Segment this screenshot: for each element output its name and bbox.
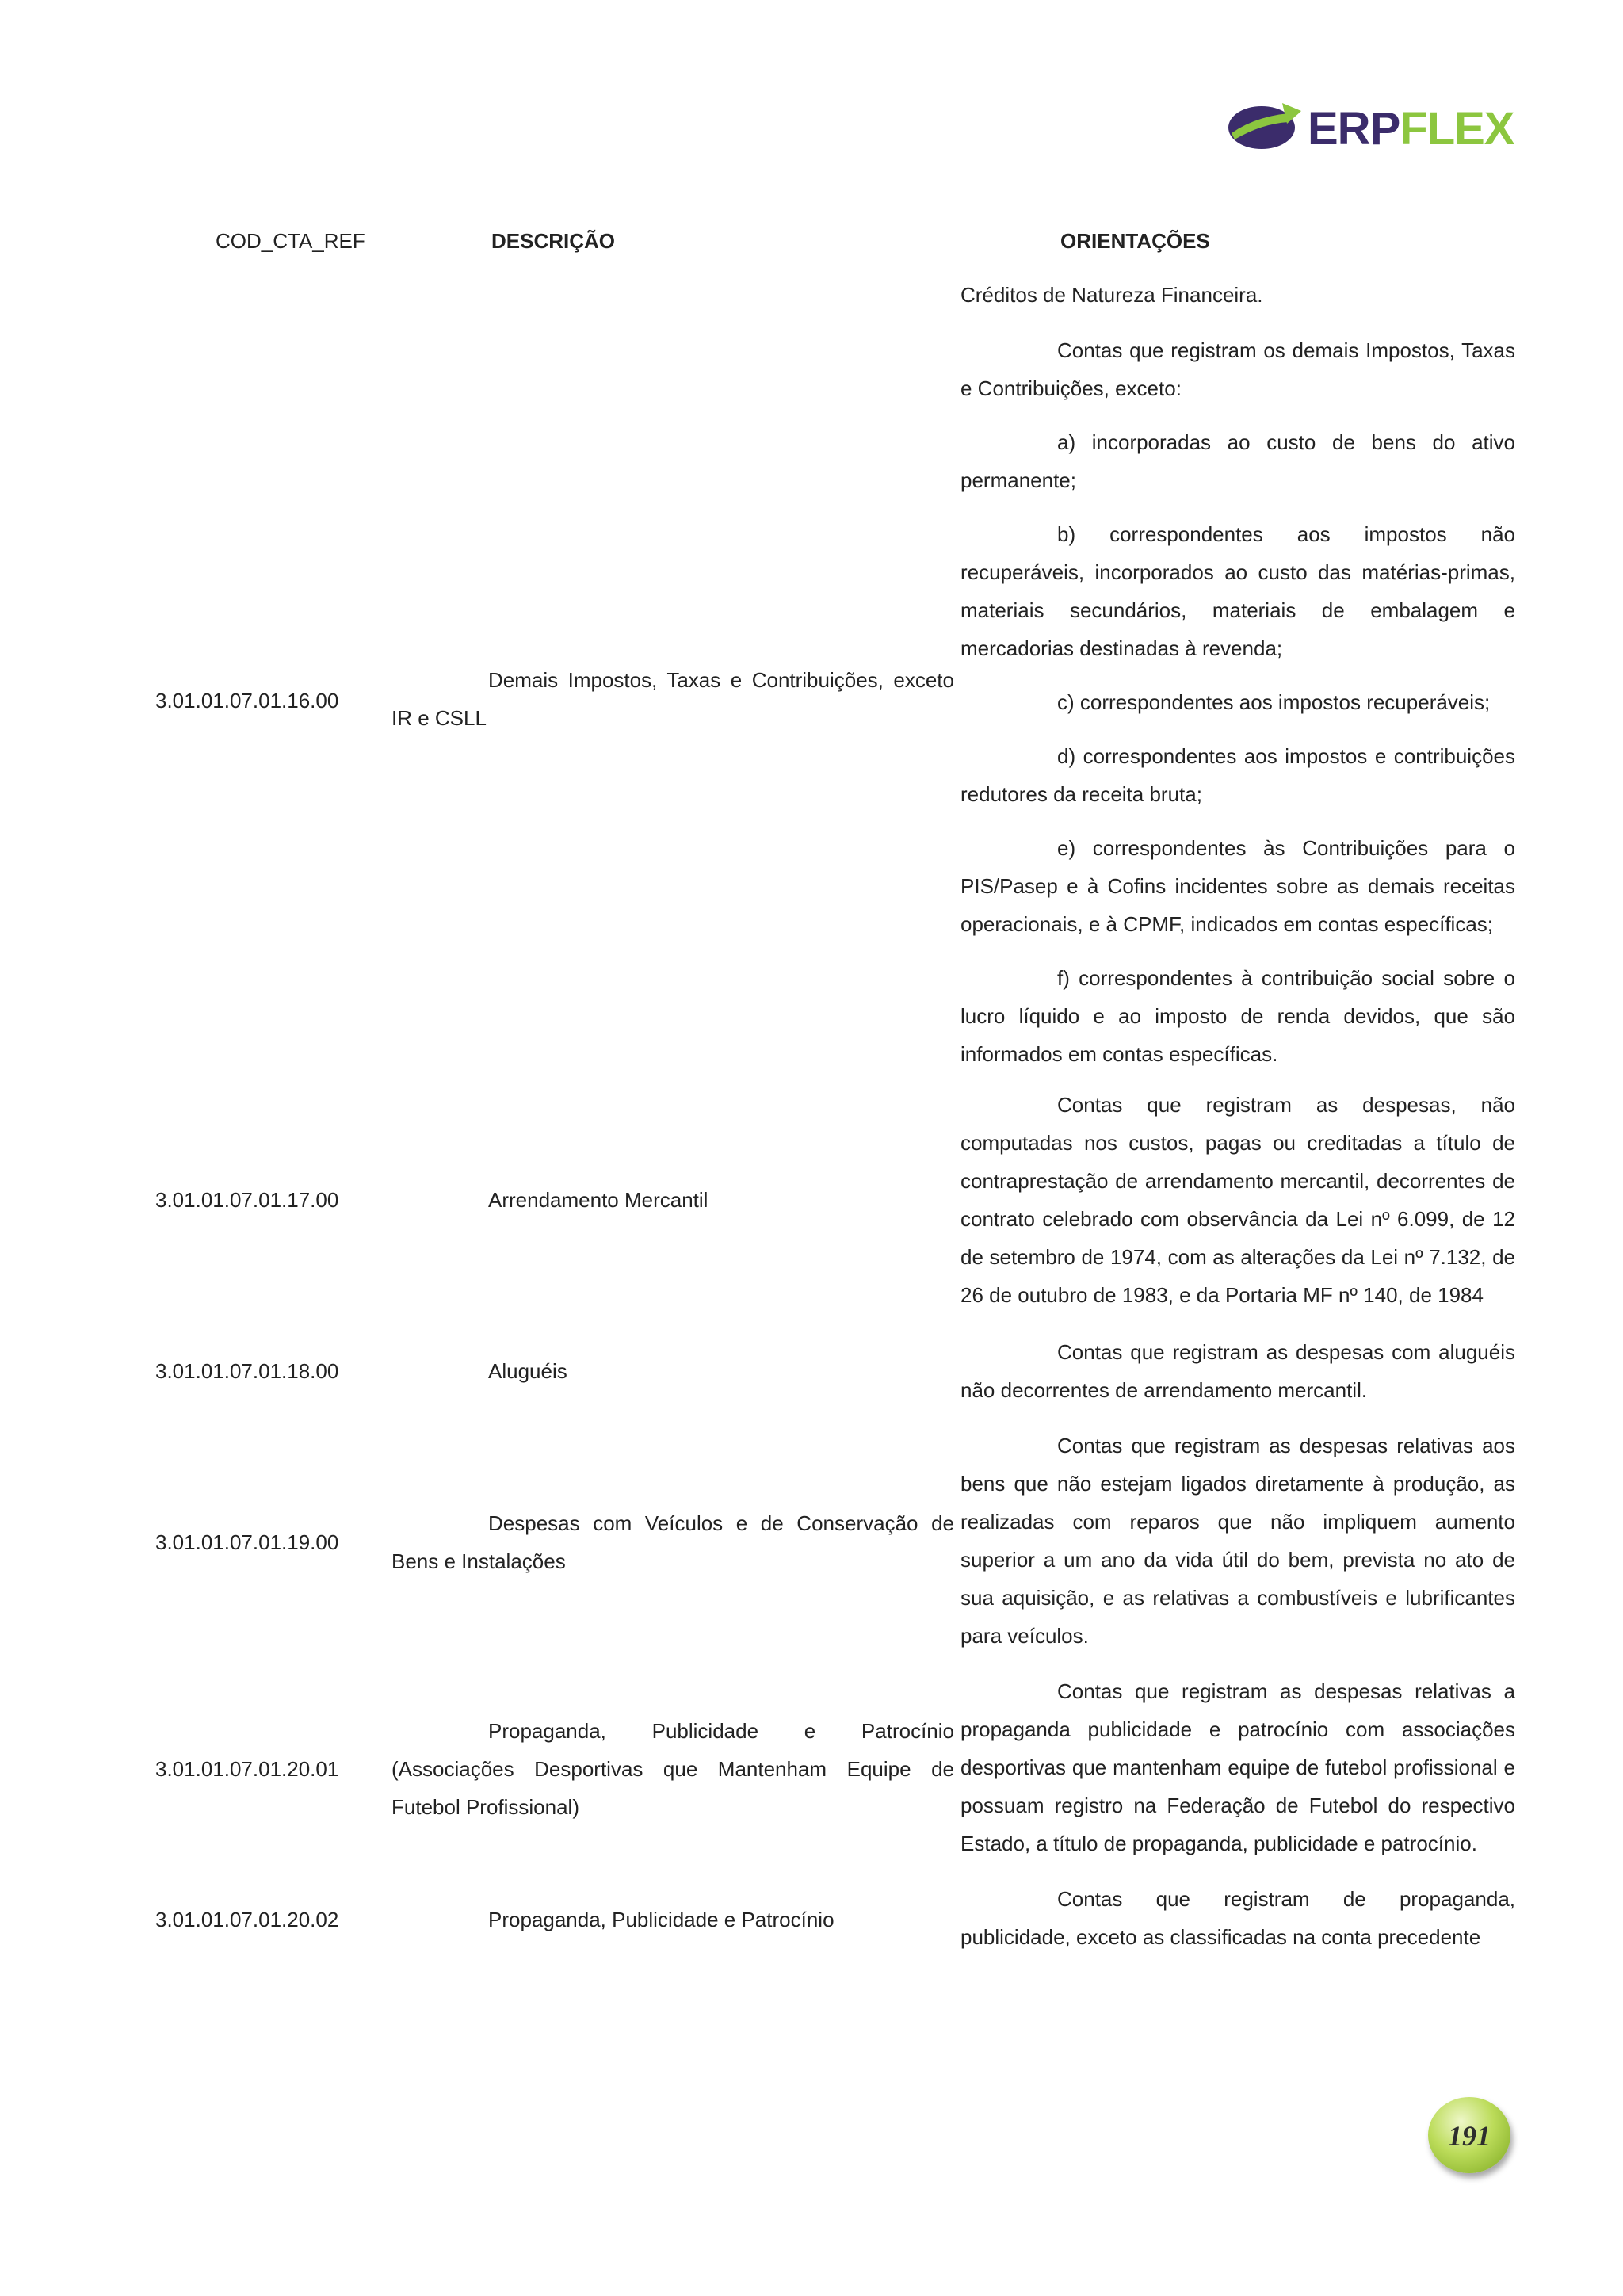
guidance-text: a) incorporadas ao custo de bens do ativo permanente; [960,430,1515,492]
row-description [391,1181,954,1219]
guidance-text: Contas que registram as despesas com aluguéis não decorrentes de arrendamento mercantil. [960,1340,1515,1402]
guidance-text: Contas que registram as despesas relativas a propaganda publicidade e patrocínio com associações desportivas que mantenham equipe de futebol profissional e possuam registro na Federação de Futebol do respectivo Estado, a título de propaganda, publicidade e patrocínio. [960,1679,1515,1855]
row-code: 3.01.01.07.01.18.00 [155,1359,339,1383]
column-header-code: COD_CTA_REF [216,229,365,253]
row-guidance [960,331,1515,1089]
row-guidance [960,1333,1515,1425]
row-description [391,1712,954,1826]
carryover-text: Créditos de Natureza Financeira. [960,283,1263,307]
row-guidance [960,1086,1515,1330]
guidance-text: f) correspondentes à contribuição social sobre o lucro líquido e ao imposto de renda devidos, que são informados em contas específicas. [960,966,1515,1066]
logo-wordmark [1308,103,1514,155]
column-header-guidance: ORIENTAÇÕES [1060,229,1210,253]
guidance-text: Contas que registram os demais Impostos, Taxas e Contribuições, exceto: [960,338,1515,400]
row-description [391,1504,954,1580]
row-description-text: Arrendamento Mercantil [488,1188,708,1212]
row-description-text: Aluguéis [488,1359,567,1383]
guidance-text: Contas que registram as despesas relativas aos bens que não estejam ligados diretamente à produção, as realizadas com reparos que não impliquem aumento superior a um ano da vida útil do bem, prevista no ato de sua aquisição, e as relativas a combustíveis e lubrificantes para veículos. [960,1434,1515,1648]
guidance-text: c) correspondentes aos impostos recuperáveis; [1057,690,1491,714]
row-description [391,661,954,737]
guidance-paragraph [960,1672,1515,1862]
guidance-paragraph [960,423,1515,499]
row-code: 3.01.01.07.01.20.02 [155,1908,339,1931]
guidance-text: Contas que registram as despesas, não computadas nos custos, pagas ou creditadas a título de contraprestação de arrendamento mercantil, decorrentes de contrato celebrado com observância da Lei nº 6.099, de 12 de setembro de 1974, com as alterações da Lei nº 7.132, de 26 de outubro de 1983, e da Portaria MF nº 140, de 1984 [960,1093,1515,1307]
guidance-paragraph [960,515,1515,667]
row-code: 3.01.01.07.01.20.01 [155,1757,339,1781]
row-description-text: Demais Impostos, Taxas e Contribuições, exceto IR e CSLL [391,668,954,730]
row-code: 3.01.01.07.01.17.00 [155,1188,339,1212]
guidance-paragraph [960,331,1515,407]
page-number: 191 [1448,2120,1491,2152]
guidance-paragraph [960,1086,1515,1314]
row-description [391,1352,954,1390]
logo-swoosh-icon [1227,98,1303,154]
guidance-text: Contas que registram de propaganda, publicidade, exceto as classificadas na conta precedente [960,1887,1515,1949]
guidance-paragraph [960,959,1515,1073]
guidance-paragraph [960,737,1515,813]
row-code: 3.01.01.07.01.16.00 [155,689,339,712]
guidance-paragraph [960,1427,1515,1655]
row-description-text: Propaganda, Publicidade e Patrocínio (Associações Desportivas que Mantenham Equipe de Futebol Profissional) [391,1719,954,1819]
guidance-text: e) correspondentes às Contribuições para o PIS/Pasep e à Cofins incidentes sobre as demais receitas operacionais, e à CPMF, indicados em contas específicas; [960,836,1515,936]
page-number-badge [1428,2097,1510,2173]
guidance-text: d) correspondentes aos impostos e contribuições redutores da receita bruta; [960,744,1515,806]
guidance-paragraph [960,1880,1515,1956]
guidance-paragraph [960,683,1515,721]
erpflex-logo [1227,98,1514,162]
column-header-description: DESCRIÇÃO [491,229,616,253]
row-guidance [960,1880,1515,1972]
guidance-paragraph [960,1333,1515,1409]
row-code: 3.01.01.07.01.19.00 [155,1530,339,1554]
row-guidance [960,1672,1515,1878]
row-guidance [960,1427,1515,1671]
guidance-paragraph [960,829,1515,943]
row-description [391,1901,954,1939]
row-description-text: Propaganda, Publicidade e Patrocínio [488,1908,834,1931]
guidance-text: b) correspondentes aos impostos não recuperáveis, incorporados ao custo das matérias-primas, materiais secundários, materiais de embalagem e mercadorias destinadas à revenda; [960,522,1515,660]
logo-word-flex: FLEX [1400,103,1514,155]
logo-word-erp: ERP [1308,103,1400,155]
row-description-text: Despesas com Veículos e de Conservação de Bens e Instalações [391,1511,954,1573]
